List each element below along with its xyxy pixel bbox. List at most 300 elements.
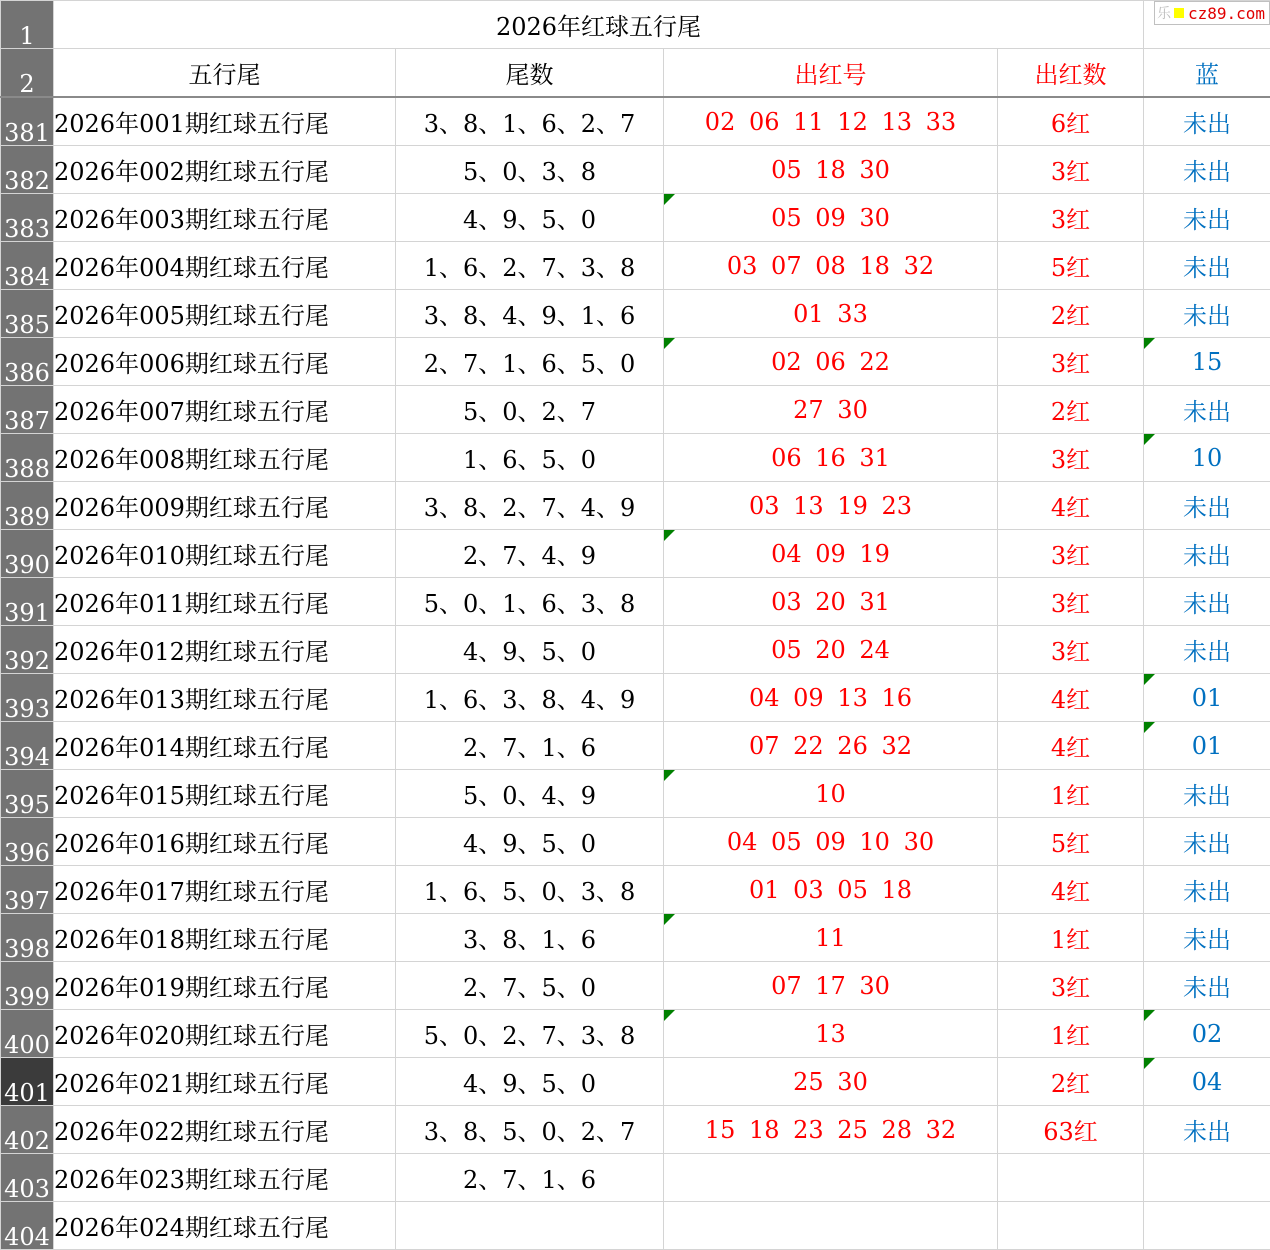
comment-indicator-icon[interactable] bbox=[664, 1010, 675, 1021]
row-header[interactable]: 386 bbox=[1, 338, 54, 386]
table-row bbox=[1, 338, 1270, 386]
row-header[interactable]: 393 bbox=[1, 674, 54, 722]
tails-cell-text: 5、0、1、6、3、8 bbox=[424, 590, 636, 618]
tails-cell[interactable] bbox=[396, 386, 664, 434]
blue-cell-text: 未出 bbox=[1183, 494, 1231, 522]
period-cell[interactable] bbox=[54, 290, 396, 338]
period-cell[interactable] bbox=[54, 434, 396, 482]
blue-cell[interactable] bbox=[1144, 146, 1270, 194]
logo-ghost-text: 乐 bbox=[1157, 3, 1171, 23]
red-numbers-cell-text: 25 30 bbox=[793, 1068, 868, 1096]
red-numbers-cell[interactable] bbox=[664, 530, 998, 578]
red-numbers-cell[interactable] bbox=[664, 290, 998, 338]
period-cell-text: 2026年011期红球五行尾 bbox=[54, 590, 329, 618]
red-numbers-cell[interactable] bbox=[664, 1202, 998, 1250]
period-cell[interactable] bbox=[54, 674, 396, 722]
title-row bbox=[1, 1, 1270, 49]
blue-cell[interactable] bbox=[1144, 626, 1270, 674]
tails-cell[interactable] bbox=[396, 146, 664, 194]
comment-indicator-icon[interactable] bbox=[1144, 338, 1155, 349]
red-count-cell-text: 4红 bbox=[1051, 734, 1090, 762]
tails-cell[interactable] bbox=[396, 1202, 664, 1250]
period-cell[interactable] bbox=[54, 482, 396, 530]
table-row bbox=[1, 290, 1270, 338]
period-cell[interactable] bbox=[54, 818, 396, 866]
red-count-cell-text: 3红 bbox=[1051, 158, 1090, 186]
red-numbers-cell-text: 03 13 19 23 bbox=[749, 492, 912, 520]
blue-cell-text: 15 bbox=[1192, 348, 1223, 376]
period-cell[interactable] bbox=[54, 242, 396, 290]
red-count-cell[interactable] bbox=[998, 338, 1144, 386]
red-count-cell-text: 1红 bbox=[1051, 1022, 1090, 1050]
tails-cell[interactable] bbox=[396, 290, 664, 338]
table-row bbox=[1, 962, 1270, 1010]
red-count-cell-text: 6红 bbox=[1051, 110, 1090, 138]
row-header[interactable]: 381 bbox=[1, 97, 54, 146]
period-cell-text: 2026年024期红球五行尾 bbox=[54, 1214, 329, 1242]
table-row bbox=[1, 386, 1270, 434]
table-row bbox=[1, 818, 1270, 866]
red-numbers-cell-text: 04 05 09 10 30 bbox=[727, 828, 934, 856]
period-cell-text: 2026年020期红球五行尾 bbox=[54, 1022, 329, 1050]
logo-site-text: cz89.com bbox=[1188, 4, 1265, 23]
blue-cell-text: 未出 bbox=[1183, 254, 1231, 282]
row-header[interactable]: 395 bbox=[1, 770, 54, 818]
tails-cell-text: 4、9、5、0 bbox=[463, 1070, 596, 1098]
comment-indicator-icon[interactable] bbox=[1144, 434, 1155, 445]
red-numbers-cell[interactable] bbox=[664, 578, 998, 626]
table-row bbox=[1, 97, 1270, 146]
blue-cell[interactable] bbox=[1144, 1154, 1270, 1202]
row-header[interactable]: 394 bbox=[1, 722, 54, 770]
blue-cell-text: 未出 bbox=[1183, 638, 1231, 666]
tails-cell-text: 1、6、5、0、3、8 bbox=[424, 878, 636, 906]
comment-indicator-icon[interactable] bbox=[664, 194, 675, 205]
blue-cell[interactable] bbox=[1144, 914, 1270, 962]
red-numbers-cell-text: 15 18 23 25 28 32 bbox=[705, 1116, 956, 1144]
table-row bbox=[1, 770, 1270, 818]
period-cell[interactable] bbox=[54, 866, 396, 914]
period-cell-text: 2026年022期红球五行尾 bbox=[54, 1118, 329, 1146]
blue-cell[interactable] bbox=[1144, 434, 1270, 482]
red-count-cell[interactable] bbox=[998, 1058, 1144, 1106]
red-count-cell[interactable] bbox=[998, 818, 1144, 866]
column-header-tails[interactable]: 尾数 bbox=[396, 49, 664, 98]
red-numbers-cell[interactable] bbox=[664, 770, 998, 818]
period-cell-text: 2026年004期红球五行尾 bbox=[54, 254, 329, 282]
red-numbers-cell-text: 07 22 26 32 bbox=[749, 732, 912, 760]
table-row bbox=[1, 1058, 1270, 1106]
blue-cell-text: 未出 bbox=[1183, 782, 1231, 810]
period-cell[interactable] bbox=[54, 1106, 396, 1154]
red-numbers-cell[interactable] bbox=[664, 1010, 998, 1058]
period-cell[interactable] bbox=[54, 578, 396, 626]
red-numbers-cell[interactable] bbox=[664, 722, 998, 770]
blue-cell[interactable] bbox=[1144, 97, 1270, 146]
period-cell-text: 2026年014期红球五行尾 bbox=[54, 734, 329, 762]
red-numbers-cell[interactable] bbox=[664, 962, 998, 1010]
period-cell[interactable] bbox=[54, 914, 396, 962]
tails-cell[interactable] bbox=[396, 434, 664, 482]
tails-cell[interactable] bbox=[396, 242, 664, 290]
table-row bbox=[1, 578, 1270, 626]
red-count-cell-text: 3红 bbox=[1051, 974, 1090, 1002]
red-numbers-cell-text: 07 17 30 bbox=[771, 972, 890, 1000]
period-cell-text: 2026年003期红球五行尾 bbox=[54, 206, 329, 234]
blue-cell-text: 未出 bbox=[1183, 926, 1231, 954]
blue-cell[interactable] bbox=[1144, 530, 1270, 578]
tails-cell[interactable] bbox=[396, 338, 664, 386]
red-count-cell[interactable] bbox=[998, 626, 1144, 674]
red-count-cell-text: 3红 bbox=[1051, 206, 1090, 234]
red-numbers-cell[interactable] bbox=[664, 1058, 998, 1106]
tails-cell-text: 2、7、4、9 bbox=[463, 542, 596, 570]
row-header[interactable]: 404 bbox=[1, 1202, 54, 1250]
table-row bbox=[1, 434, 1270, 482]
period-cell[interactable] bbox=[54, 626, 396, 674]
comment-indicator-icon[interactable] bbox=[664, 530, 675, 541]
blue-cell-text: 02 bbox=[1192, 1020, 1223, 1048]
red-numbers-cell-text: 13 bbox=[815, 1020, 846, 1048]
red-numbers-cell-text: 02 06 11 12 13 33 bbox=[705, 108, 956, 136]
site-logo bbox=[1154, 1, 1270, 25]
red-count-cell[interactable] bbox=[998, 1106, 1144, 1154]
blue-cell[interactable] bbox=[1144, 1010, 1270, 1058]
period-cell-text: 2026年001期红球五行尾 bbox=[54, 110, 329, 138]
period-cell-text: 2026年023期红球五行尾 bbox=[54, 1166, 329, 1194]
blue-cell-text: 未出 bbox=[1183, 398, 1231, 426]
table-row bbox=[1, 1010, 1270, 1058]
red-numbers-cell-text: 06 16 31 bbox=[771, 444, 890, 472]
tails-cell-text: 2、7、1、6 bbox=[463, 734, 596, 762]
sheet-title[interactable]: 2026年红球五行尾 bbox=[54, 1, 1144, 49]
tails-cell[interactable] bbox=[396, 818, 664, 866]
table-row bbox=[1, 674, 1270, 722]
red-numbers-cell[interactable] bbox=[664, 626, 998, 674]
tails-cell-text: 5、0、4、9 bbox=[463, 782, 596, 810]
row-header[interactable]: 397 bbox=[1, 866, 54, 914]
red-count-cell-text: 3红 bbox=[1051, 350, 1090, 378]
column-header-red-count[interactable]: 出红数 bbox=[998, 49, 1144, 98]
comment-indicator-icon[interactable] bbox=[664, 338, 675, 349]
header-row bbox=[1, 49, 1270, 98]
tails-cell-text: 2、7、1、6 bbox=[463, 1166, 596, 1194]
red-numbers-cell-text: 11 bbox=[815, 924, 846, 952]
red-numbers-cell-text: 01 33 bbox=[793, 300, 868, 328]
tails-cell[interactable] bbox=[396, 1106, 664, 1154]
blue-cell[interactable] bbox=[1144, 338, 1270, 386]
blue-cell-text: 未出 bbox=[1183, 1118, 1231, 1146]
tails-cell-text: 5、0、3、8 bbox=[463, 158, 596, 186]
row-header[interactable]: 2 bbox=[1, 49, 54, 98]
red-count-cell[interactable] bbox=[998, 530, 1144, 578]
red-count-cell-text: 2红 bbox=[1051, 302, 1090, 330]
comment-indicator-icon[interactable] bbox=[664, 914, 675, 925]
red-numbers-cell[interactable] bbox=[664, 914, 998, 962]
table-row bbox=[1, 482, 1270, 530]
blue-cell-text: 未出 bbox=[1183, 158, 1231, 186]
red-count-cell-text: 3红 bbox=[1051, 638, 1090, 666]
row-header[interactable]: 399 bbox=[1, 962, 54, 1010]
red-count-cell-text: 5红 bbox=[1051, 830, 1090, 858]
red-count-cell-text: 3红 bbox=[1051, 542, 1090, 570]
red-count-cell[interactable] bbox=[998, 146, 1144, 194]
tails-cell[interactable] bbox=[396, 914, 664, 962]
comment-indicator-icon[interactable] bbox=[1144, 1010, 1155, 1021]
row-header[interactable]: 383 bbox=[1, 194, 54, 242]
table-row bbox=[1, 146, 1270, 194]
period-cell-text: 2026年009期红球五行尾 bbox=[54, 494, 329, 522]
blue-cell[interactable] bbox=[1144, 866, 1270, 914]
blue-cell-text: 01 bbox=[1192, 732, 1223, 760]
period-cell[interactable] bbox=[54, 386, 396, 434]
red-numbers-cell[interactable] bbox=[664, 146, 998, 194]
table-row bbox=[1, 1202, 1270, 1250]
red-count-cell-text: 2红 bbox=[1051, 398, 1090, 426]
tails-cell-text: 1、6、3、8、4、9 bbox=[424, 686, 636, 714]
red-count-cell-text: 3红 bbox=[1051, 446, 1090, 474]
period-cell[interactable] bbox=[54, 770, 396, 818]
tails-cell-text: 3、8、5、0、2、7 bbox=[424, 1118, 636, 1146]
period-cell[interactable] bbox=[54, 530, 396, 578]
red-numbers-cell-text: 04 09 19 bbox=[771, 540, 890, 568]
period-cell-text: 2026年006期红球五行尾 bbox=[54, 350, 329, 378]
comment-indicator-icon[interactable] bbox=[1144, 722, 1155, 733]
blue-cell[interactable] bbox=[1144, 1058, 1270, 1106]
red-numbers-cell[interactable] bbox=[664, 242, 998, 290]
comment-indicator-icon[interactable] bbox=[1144, 674, 1155, 685]
row-header[interactable]: 390 bbox=[1, 530, 54, 578]
red-count-cell[interactable] bbox=[998, 434, 1144, 482]
tails-cell-text: 4、9、5、0 bbox=[463, 206, 596, 234]
red-count-cell-text: 4红 bbox=[1051, 878, 1090, 906]
blue-cell-text: 未出 bbox=[1183, 206, 1231, 234]
red-numbers-cell[interactable] bbox=[664, 194, 998, 242]
blue-cell[interactable] bbox=[1144, 818, 1270, 866]
tails-cell[interactable] bbox=[396, 578, 664, 626]
blue-cell-text: 未出 bbox=[1183, 830, 1231, 858]
blue-cell[interactable] bbox=[1144, 482, 1270, 530]
blue-cell[interactable] bbox=[1144, 770, 1270, 818]
period-cell[interactable] bbox=[54, 97, 396, 146]
red-count-cell[interactable] bbox=[998, 962, 1144, 1010]
tails-cell[interactable] bbox=[396, 674, 664, 722]
red-numbers-cell[interactable] bbox=[664, 818, 998, 866]
red-count-cell[interactable] bbox=[998, 290, 1144, 338]
tails-cell[interactable] bbox=[396, 482, 664, 530]
blue-cell-text: 10 bbox=[1192, 444, 1223, 472]
red-count-cell-text: 5红 bbox=[1051, 254, 1090, 282]
row-header[interactable]: 402 bbox=[1, 1106, 54, 1154]
period-cell-text: 2026年005期红球五行尾 bbox=[54, 302, 329, 330]
row-header[interactable]: 391 bbox=[1, 578, 54, 626]
tails-cell-text: 1、6、5、0 bbox=[463, 446, 596, 474]
period-cell-text: 2026年017期红球五行尾 bbox=[54, 878, 329, 906]
row-header[interactable]: 387 bbox=[1, 386, 54, 434]
red-numbers-cell[interactable] bbox=[664, 434, 998, 482]
tails-cell-text: 4、9、5、0 bbox=[463, 830, 596, 858]
tails-cell-text: 5、0、2、7、3、8 bbox=[424, 1022, 636, 1050]
tails-cell-text: 5、0、2、7 bbox=[463, 398, 596, 426]
red-count-cell[interactable] bbox=[998, 674, 1144, 722]
table-row bbox=[1, 242, 1270, 290]
red-numbers-cell-text: 03 07 08 18 32 bbox=[727, 252, 934, 280]
period-cell[interactable] bbox=[54, 1202, 396, 1250]
red-count-cell[interactable] bbox=[998, 1010, 1144, 1058]
blue-cell[interactable] bbox=[1144, 386, 1270, 434]
column-header-period[interactable]: 五行尾 bbox=[54, 49, 396, 98]
comment-indicator-icon[interactable] bbox=[1144, 1058, 1155, 1069]
red-count-cell[interactable] bbox=[998, 1202, 1144, 1250]
tails-cell[interactable] bbox=[396, 1058, 664, 1106]
row-header[interactable]: 396 bbox=[1, 818, 54, 866]
blue-cell-text: 未出 bbox=[1183, 974, 1231, 1002]
period-cell[interactable] bbox=[54, 962, 396, 1010]
period-cell[interactable] bbox=[54, 194, 396, 242]
table-row bbox=[1, 194, 1270, 242]
red-count-cell-text: 1红 bbox=[1051, 782, 1090, 810]
red-numbers-cell[interactable] bbox=[664, 866, 998, 914]
table-row bbox=[1, 866, 1270, 914]
red-count-cell[interactable] bbox=[998, 1154, 1144, 1202]
red-count-cell[interactable] bbox=[998, 482, 1144, 530]
red-numbers-cell-text: 02 06 22 bbox=[771, 348, 890, 376]
blue-cell[interactable] bbox=[1144, 962, 1270, 1010]
tails-cell-text: 2、7、5、0 bbox=[463, 974, 596, 1002]
blue-cell[interactable] bbox=[1144, 290, 1270, 338]
table-row bbox=[1, 914, 1270, 962]
column-header-red-numbers[interactable]: 出红号 bbox=[664, 49, 998, 98]
blue-cell-text: 未出 bbox=[1183, 110, 1231, 138]
red-count-cell-text: 4红 bbox=[1051, 494, 1090, 522]
row-header[interactable]: 389 bbox=[1, 482, 54, 530]
period-cell[interactable] bbox=[54, 722, 396, 770]
tails-cell[interactable] bbox=[396, 866, 664, 914]
red-count-cell[interactable] bbox=[998, 578, 1144, 626]
row-header[interactable]: 388 bbox=[1, 434, 54, 482]
row-header[interactable]: 384 bbox=[1, 242, 54, 290]
red-numbers-cell[interactable] bbox=[664, 1154, 998, 1202]
blue-cell-text: 未出 bbox=[1183, 878, 1231, 906]
period-cell-text: 2026年012期红球五行尾 bbox=[54, 638, 329, 666]
tails-cell[interactable] bbox=[396, 626, 664, 674]
row-header[interactable]: 385 bbox=[1, 290, 54, 338]
tails-cell-text: 3、8、1、6、2、7 bbox=[424, 110, 636, 138]
tails-cell-text: 3、8、1、6 bbox=[463, 926, 596, 954]
red-numbers-cell[interactable] bbox=[664, 674, 998, 722]
period-cell[interactable] bbox=[54, 146, 396, 194]
row-header[interactable]: 1 bbox=[1, 1, 54, 49]
red-numbers-cell[interactable] bbox=[664, 482, 998, 530]
period-cell-text: 2026年010期红球五行尾 bbox=[54, 542, 329, 570]
red-count-cell-text: 4红 bbox=[1051, 686, 1090, 714]
logo-square-icon bbox=[1174, 8, 1184, 18]
red-numbers-cell[interactable] bbox=[664, 386, 998, 434]
blue-cell[interactable] bbox=[1144, 194, 1270, 242]
period-cell[interactable] bbox=[54, 1058, 396, 1106]
tails-cell-text: 2、7、1、6、5、0 bbox=[424, 350, 636, 378]
tails-cell[interactable] bbox=[396, 97, 664, 146]
period-cell-text: 2026年002期红球五行尾 bbox=[54, 158, 329, 186]
period-cell-text: 2026年018期红球五行尾 bbox=[54, 926, 329, 954]
blue-cell-text: 未出 bbox=[1183, 590, 1231, 618]
tails-cell[interactable] bbox=[396, 1154, 664, 1202]
period-cell-text: 2026年015期红球五行尾 bbox=[54, 782, 329, 810]
tails-cell[interactable] bbox=[396, 722, 664, 770]
table-row bbox=[1, 626, 1270, 674]
period-cell-text: 2026年008期红球五行尾 bbox=[54, 446, 329, 474]
blue-cell-text: 未出 bbox=[1183, 302, 1231, 330]
red-count-cell[interactable] bbox=[998, 242, 1144, 290]
red-count-cell-text: 63红 bbox=[1043, 1118, 1098, 1146]
red-numbers-cell-text: 05 18 30 bbox=[771, 156, 890, 184]
row-header[interactable]: 392 bbox=[1, 626, 54, 674]
red-numbers-cell-text: 05 09 30 bbox=[771, 204, 890, 232]
tails-cell[interactable] bbox=[396, 194, 664, 242]
period-cell-text: 2026年021期红球五行尾 bbox=[54, 1070, 329, 1098]
red-count-cell-text: 1红 bbox=[1051, 926, 1090, 954]
row-header[interactable]: 398 bbox=[1, 914, 54, 962]
tails-cell[interactable] bbox=[396, 1010, 664, 1058]
table-row bbox=[1, 1106, 1270, 1154]
period-cell[interactable] bbox=[54, 1154, 396, 1202]
period-cell-text: 2026年013期红球五行尾 bbox=[54, 686, 329, 714]
blue-cell[interactable] bbox=[1144, 722, 1270, 770]
red-count-cell[interactable] bbox=[998, 194, 1144, 242]
red-count-cell[interactable] bbox=[998, 386, 1144, 434]
row-header[interactable]: 382 bbox=[1, 146, 54, 194]
tails-cell[interactable] bbox=[396, 770, 664, 818]
period-cell-text: 2026年007期红球五行尾 bbox=[54, 398, 329, 426]
table-row bbox=[1, 722, 1270, 770]
column-header-blue[interactable]: 蓝 bbox=[1144, 49, 1270, 98]
red-numbers-cell[interactable] bbox=[664, 338, 998, 386]
red-count-cell[interactable] bbox=[998, 722, 1144, 770]
row-header[interactable]: 403 bbox=[1, 1154, 54, 1202]
tails-cell-text: 3、8、4、9、1、6 bbox=[424, 302, 636, 330]
blue-cell-text: 01 bbox=[1192, 684, 1223, 712]
blue-cell[interactable] bbox=[1144, 674, 1270, 722]
blue-cell[interactable] bbox=[1144, 242, 1270, 290]
red-numbers-cell-text: 03 20 31 bbox=[771, 588, 890, 616]
tails-cell-text: 1、6、2、7、3、8 bbox=[424, 254, 636, 282]
tails-cell[interactable] bbox=[396, 962, 664, 1010]
red-numbers-cell-text: 27 30 bbox=[793, 396, 868, 424]
red-numbers-cell[interactable] bbox=[664, 97, 998, 146]
table-row bbox=[1, 1154, 1270, 1202]
row-header[interactable]: 401 bbox=[1, 1058, 54, 1106]
period-cell[interactable] bbox=[54, 1010, 396, 1058]
period-cell[interactable] bbox=[54, 338, 396, 386]
red-count-cell-text: 3红 bbox=[1051, 590, 1090, 618]
row-header[interactable]: 400 bbox=[1, 1010, 54, 1058]
blue-cell-text: 未出 bbox=[1183, 542, 1231, 570]
red-count-cell[interactable] bbox=[998, 770, 1144, 818]
red-count-cell[interactable] bbox=[998, 866, 1144, 914]
tails-cell-text: 3、8、2、7、4、9 bbox=[424, 494, 636, 522]
red-count-cell[interactable] bbox=[998, 914, 1144, 962]
red-count-cell[interactable] bbox=[998, 97, 1144, 146]
blue-cell[interactable] bbox=[1144, 1202, 1270, 1250]
comment-indicator-icon[interactable] bbox=[664, 770, 675, 781]
red-numbers-cell[interactable] bbox=[664, 1106, 998, 1154]
tails-cell[interactable] bbox=[396, 530, 664, 578]
period-cell-text: 2026年019期红球五行尾 bbox=[54, 974, 329, 1002]
red-count-cell-text: 2红 bbox=[1051, 1070, 1090, 1098]
blue-cell[interactable] bbox=[1144, 578, 1270, 626]
period-cell-text: 2026年016期红球五行尾 bbox=[54, 830, 329, 858]
blue-cell[interactable] bbox=[1144, 1106, 1270, 1154]
